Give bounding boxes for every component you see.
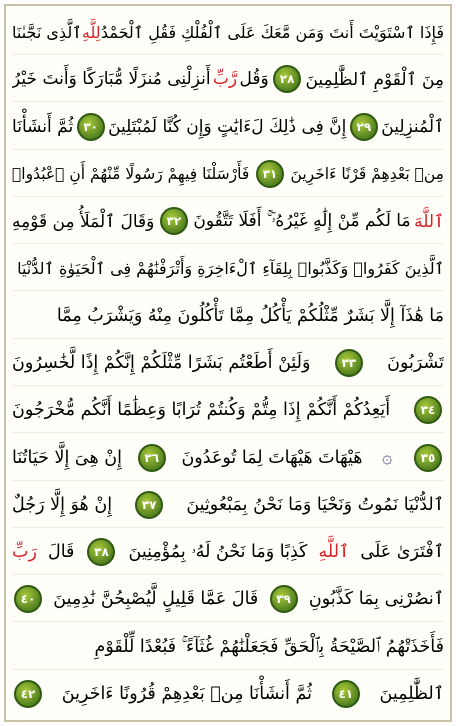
verse-text: ثُمَّ أَنشَأْنَا [12,116,74,137]
text-line [12,199,444,244]
verse-text: فَأَخَذَتْهُمُ ٱلصَّيْحَةُ بِٱلْحَقِّ فَجَعَلْنَٰهُمْ غُثَآءً ۚ فَبُعْدًا لِّلْقَوْمِ [94,636,444,657]
verse-text: ٱفْتَرَىٰ عَلَى [360,542,444,563]
text-line [12,152,444,197]
verse-number-medallion-icon: ٣٥ [414,444,442,472]
verse-number-medallion-icon: ٤٢ [14,680,42,708]
divine-name-text: رَّبِّ [212,69,238,90]
verse-text: ٱلدُّنْيَا نَمُوتُ وَنَحْيَا وَمَا نَحْنُ بِمَبْعُوثِينَ [186,494,444,515]
verse-number-medallion-icon: ٣٤ [414,396,442,424]
verse-number-medallion-icon: ٣١ [256,160,284,188]
verse-number-medallion-icon: ٣٨ [87,538,115,566]
verse-text: وَقُل [239,69,269,90]
text-line [12,246,444,291]
divine-name-text: رَبِّ [12,542,37,563]
text-line [12,388,444,433]
verse-text: وَلَئِنْ أَطَعْتُم بَشَرًا مِّثْلَكُمْ إِنَّكُمْ إِذًا لَّخَٰسِرُونَ [12,352,311,373]
text-line [12,10,444,55]
verse-number-medallion-icon: ٢٩ [350,113,378,141]
hizb-star-icon: ۞ [382,447,393,469]
verse-number-medallion-icon: ٣٧ [135,491,163,519]
verse-text: تَشْرَبُونَ [387,352,444,373]
text-line [12,105,444,150]
verse-text: ٱلظَّٰلِمِينَ [379,683,444,704]
text-line [12,672,444,716]
verse-text: إِنَّ فِى ذَٰلِكَ لَءَايَٰتٍ وَإِن كُنَّا لَمُبْتَلِينَ [108,116,347,137]
verse-number-medallion-icon: ٣٠ [77,113,105,141]
verse-text: أَيَعِدُكُمْ أَنَّكُمْ إِذَا مِتُّمْ وَكُنتُمْ تُرَابًا وَعِظَٰمًا أَنَّكُم مُّخْرَجُونَ [12,400,391,421]
text-line [12,294,444,339]
verse-text: ثُمَّ أَنشَأْنَا مِنۢ بَعْدِهِمْ قُرُونًا ءَاخَرِينَ [61,683,312,704]
verse-text: إِنْ هِىَ إِلَّا حَيَاتُنَا [12,447,122,468]
divine-name-text: ٱللَّهِ [318,542,350,563]
verse-number-medallion-icon: ٤١ [332,680,360,708]
verse-number-medallion-icon: ٣٦ [138,444,166,472]
verse-text: مِنۢ بَعْدِهِمْ قَرْنًا ءَاخَرِينَ [290,164,444,183]
text-lines [12,10,444,716]
verse-text: قَالَ [47,542,75,563]
text-line [12,57,444,102]
verse-text: كَذِبًا وَمَا نَحْنُ لَهُۥ بِمُؤْمِنِينَ [128,542,308,563]
verse-text: مِنَ ٱلْقَوْمِ ٱلظَّٰلِمِينَ [305,69,444,90]
verse-text: ٱلَّذِينَ كَفَرُوا۟ وَكَذَّبُوا۟ بِلِقَآءِ ٱلْءَاخِرَةِ وَأَتْرَفْنَٰهُمْ فِى ٱلْحَيَوٰةِ ٱلدُّنْيَا [17,258,444,278]
verse-text: ٱلْمُنزِلِينَ [381,117,444,138]
verse-text: مَا هَٰذَآ إِلَّا بَشَرٌ مِّثْلُكُمْ يَأْكُلُ مِمَّا تَأْكُلُونَ مِنْهُ وَيَشْرَبُ مِمَّا [56,305,444,326]
verse-number-medallion-icon: ٣٣ [335,349,363,377]
verse-number-medallion-icon: ٣٢ [160,207,188,235]
verse-text: أَنزِلْنِى مُنزَلًا مُّبَارَكًا وَأَنتَ خَيْرُ [12,69,211,90]
text-line [12,625,444,670]
verse-text: قَالَ عَمَّا قَلِيلٍ لَّيُصْبِحُنَّ نَٰدِمِينَ [53,589,259,610]
verse-text: مَا لَكُم مِّنْ إِلَٰهٍ غَيْرُهُۥٓ ۚ أَفَلَا تَتَّقُونَ [193,211,411,232]
verse-number-medallion-icon: ٤٠ [14,585,42,613]
verse-text: فَأَرْسَلْنَا فِيهِمْ رَسُولًا مِّنْهُمْ أَنِ ٱعْبُدُوا۟ [12,164,250,183]
verse-number-medallion-icon: ٣٩ [270,585,298,613]
verse-text: ٱنصُرْنِى بِمَا كَذَّبُونِ [308,589,444,610]
text-line [12,341,444,386]
mushaf-page [4,4,452,722]
verse-number-medallion-icon: ٢٨ [273,65,301,93]
text-line [12,483,444,528]
text-line [12,530,444,575]
verse-text: وَقَالَ ٱلْمَلَأُ مِن قَوْمِهِ [12,211,155,232]
verse-text: هَيْهَاتَ هَيْهَاتَ لِمَا تُوعَدُونَ [181,447,363,468]
verse-text: فَإِذَا ٱسْتَوَيْتَ أَنتَ وَمَن مَّعَكَ عَلَى ٱلْفُلْكِ فَقُلِ ٱلْحَمْدُ [100,22,444,42]
divine-name-text: ٱللَّهَ [414,211,444,232]
verse-text: ٱلَّذِى نَجَّىٰنَا [12,22,82,42]
text-line [12,577,444,622]
divine-name-text: لِلَّهِ [81,22,101,42]
verse-text: إِنْ هُوَ إِلَّا رَجُلٌ [12,494,113,515]
text-line [12,436,444,481]
